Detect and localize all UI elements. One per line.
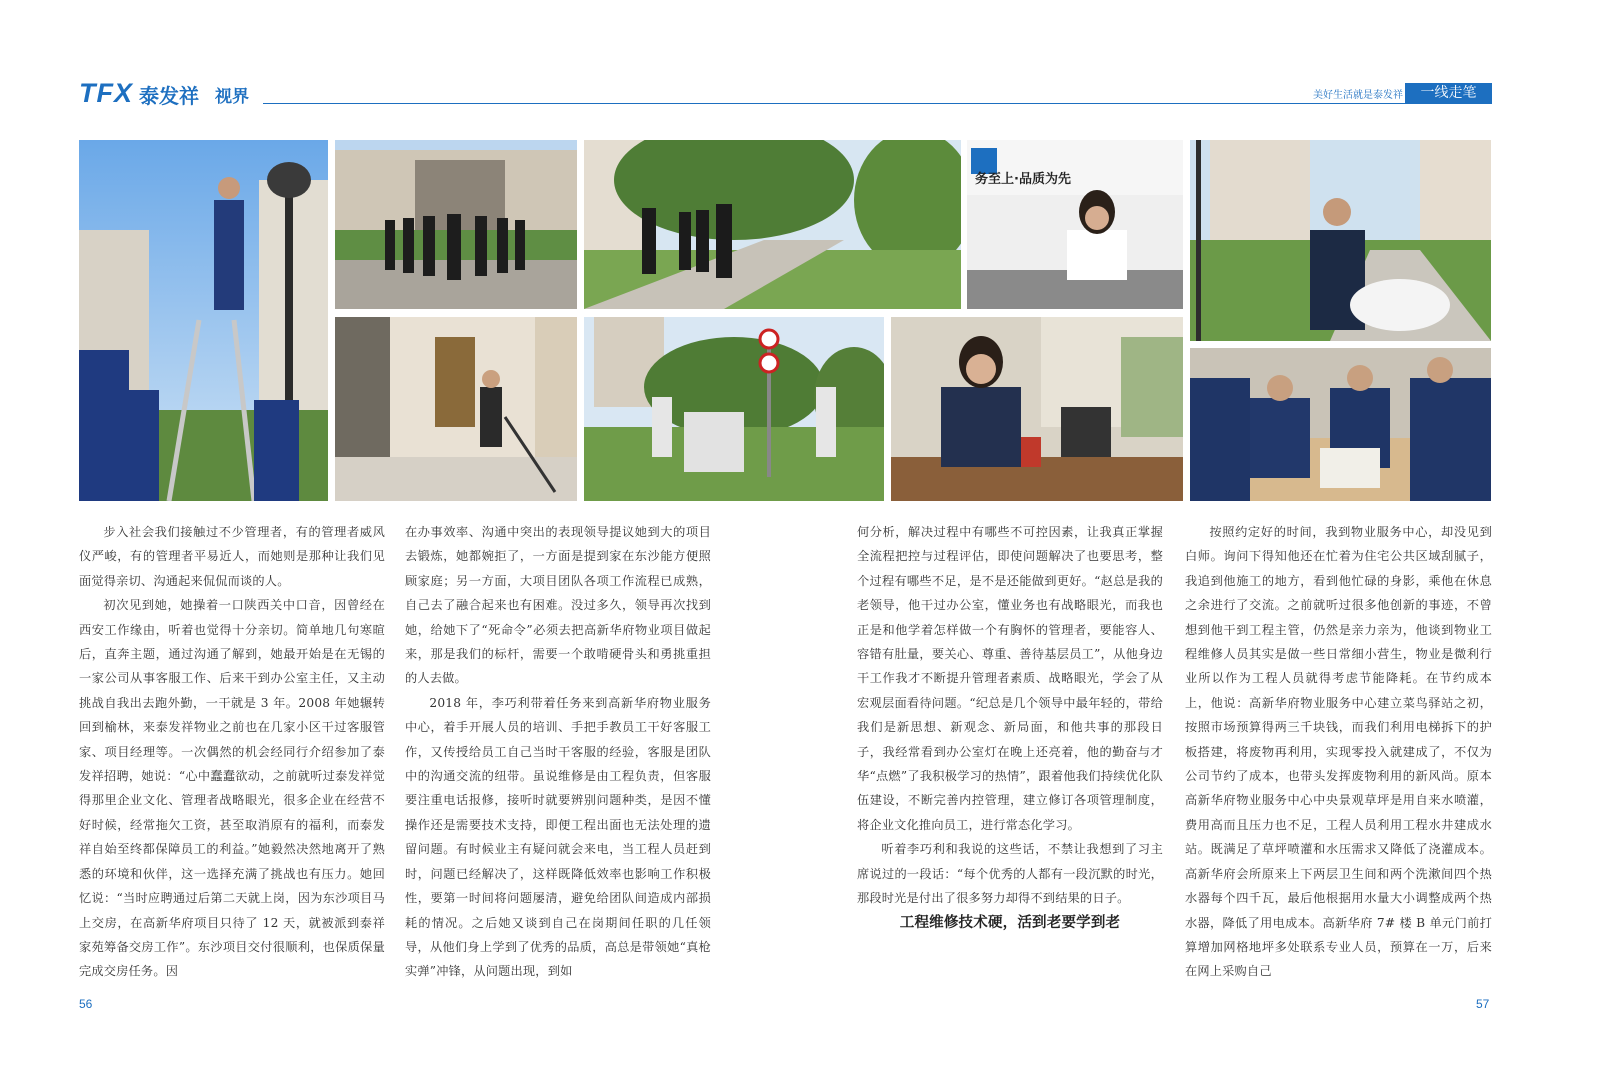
article-column-1 xyxy=(79,520,385,984)
photo-scooter-patrol xyxy=(1190,140,1491,341)
paragraph: 步入社会我们接触过不少管理者，有的管理者威风仪严峻，有的管理者平易近人，而她则是那种让我们见面觉得亲切、沟通起来侃侃而谈的人。 xyxy=(79,525,385,588)
logo-suffix: 视界 xyxy=(215,87,249,107)
section-subheading: 工程维修技术硬，活到老要学到老 xyxy=(899,914,1121,931)
photo-lobby-cleaning xyxy=(335,317,577,501)
section-tab: 一线走笔 xyxy=(1405,83,1492,103)
article-column-2 xyxy=(405,520,711,984)
page-number-left: 56 xyxy=(79,997,93,1011)
paragraph: 听着李巧利和我说的这些话，不禁让我想到了习主席说过的一段话：“每个优秀的人都有一段沉默的时光，那段时光是付出了很多努力却得不到结果的日子。 xyxy=(857,842,1163,906)
article-column-3 xyxy=(857,520,1163,935)
photo-office-desk xyxy=(891,317,1183,501)
paragraph: 在办事效率、沟通中突出的表现领导提议她到大的项目去锻炼，她都婉拒了，一方面是提到家在东沙能方便照顾家庭；另一方面，大项目团队各项工作流程已成熟，自己去了融合起来也有困难。没过多久，领导再次找到她，给她下了“死命令”必须去把高新华府物业项目做起来，那是我们的标杆，需要一个敢啃硬骨头和勇挑重担的人去做。 xyxy=(405,525,711,686)
photo-maintenance-team xyxy=(1190,348,1491,501)
photo-guards-gate xyxy=(335,140,577,309)
paragraph: 按照约定好的时间，我到物业服务中心，却没见到白师。询问下得知他还在忙着为住宅公共区域刮腻子，我追到他施工的地方，看到他忙碌的身影，乘他在休息之余进行了交流。之前就听过很多他创新的事迹，不曾想到他干到工程主管，仍然是亲力亲为，他谈到物业工程维修人员其实是做一些日常细小营生，物业是微利行业所以作为工程人员就得考虑节能降耗。在节约成本上，他说：高新华府物业服务中心建立菜鸟驿站之初，按照市场预算得两三千块钱，而我们利用电梯拆下的护板搭建，将废物再利用，实现零投入就建成了，不仅为公司节约了成本，也带头发挥废物利用的新风尚。原本高新华府物业服务中心中央景观草坪是用自来水喷灌，费用高而且压力也不足，工程人员利用工程水井建成水站。既满足了草坪喷灌和水压需求又降低了浇灌成本。高新华府会所原来上下两层卫生间和两个洗漱间四个热水器每个四千瓦，最后他根据用水量大小调整成两个热水器，降低了用电成本。高新华府 7# 楼 B 单元门前打算增加网格地坪多处联系专业人员，预算在一万，后来在网上采购自己 xyxy=(1185,525,1492,979)
photo-patrol xyxy=(584,140,961,309)
paragraph: 2018 年，李巧利带着任务来到高新华府物业服务中心，着手开展人员的培训、手把手教员工干好客服工作，又传授给员工自己当时干客服的经验，客服是团队中的沟通交流的纽带。虽说维修是由工程负责，但客服要注重电话报修，接听时就要辨别问题种类，是因不懂操作还是需要技术支持，即便工程出面也无法处理的遗留问题。有时候业主有疑问就会来电，当工程人员赶到时，问题已经解决了，这样既降低效率也影响工作积极性，要第一时间将问题屡清，避免给团队间造成内部损耗的情况。之后她又谈到自己在岗期间任职的几任领导，从他们身上学到了优秀的品质，高总是带领她“真枪实弹”冲锋，从问题出现，到如 xyxy=(405,695,711,979)
logo-tfx: TFX xyxy=(79,78,133,108)
page-number-right: 57 xyxy=(1476,997,1490,1011)
paragraph: 何分析，解决过程中有哪些不可控因素，让我真正掌握全流程把控与过程评估，即使问题解决了也要思考，整个过程有哪些不足，是不是还能做到更好。“赵总是我的老领导，他干过办公室，懂业务也有战略眼光，而我也正是和他学着怎样做一个有胸怀的管理者，要能容人、容错有肚量，要关心、尊重、善待基层员工”，从他身边干工作我才不断提升管理者素质、战略眼光，学会了从宏观层面看待问题。“纪总是几个领导中最年轻的，带给我们是新思想、新观念、新局面，和他共事的那段日子，我经常看到办公室灯在晚上还亮着，他的勤奋与才华“点燃”了我积极学习的热情”，跟着他我们持续优化队伍建设，不断完善内控管理，建立修订各项管理制度，将企业文化推向员工，进行常态化学习。 xyxy=(857,525,1163,832)
paragraph: 初次见到她，她操着一口陕西关中口音，因曾经在西安工作缘由，听着也觉得十分亲切。简单地几句寒暄后，直奔主题，通过沟通了解到，她最开始是在无锡的一家公司从事客服工作、后来干到办公室主任，又主动挑战自我出去跑外勤，一干就是 3 年。2008 年她辗转回到榆林，来泰发祥物业之前也在几家小区干过客服管家、项目经理等。一次偶然的机会经同行介绍参加了泰发祥招聘，她说：“心中蠢蠢欲动，之前就听过泰发祥觉得那里企业文化、管理者战略眼光，很多企业在经营不好时候，经常拖欠工资，甚至取消原有的福利，而泰发祥自始至终都保障员工的利益。”她毅然决然地离开了熟悉的环境和伙伴，这一选择充满了挑战也有压力。她回忆说：“当时应聘通过后第二天就上岗，因为东沙项目马上交房，在高新华府项目只待了 12 天，就被派到泰祥家苑筹备交房工作”。东沙项目交付很顺利，也保质保量完成交房任务。因 xyxy=(79,598,385,979)
article-column-4 xyxy=(1185,520,1492,984)
photo-bin-cleaning xyxy=(584,317,884,501)
photo-lamp-repair xyxy=(79,140,328,501)
slogan: 美好生活就是泰发祥 xyxy=(1313,90,1403,101)
logo-brand-name: 泰发祥 xyxy=(139,84,199,108)
reception-sign: 务至上·品质为先 xyxy=(975,172,1071,187)
header-rule xyxy=(263,103,1492,104)
photo-reception xyxy=(967,140,1183,309)
